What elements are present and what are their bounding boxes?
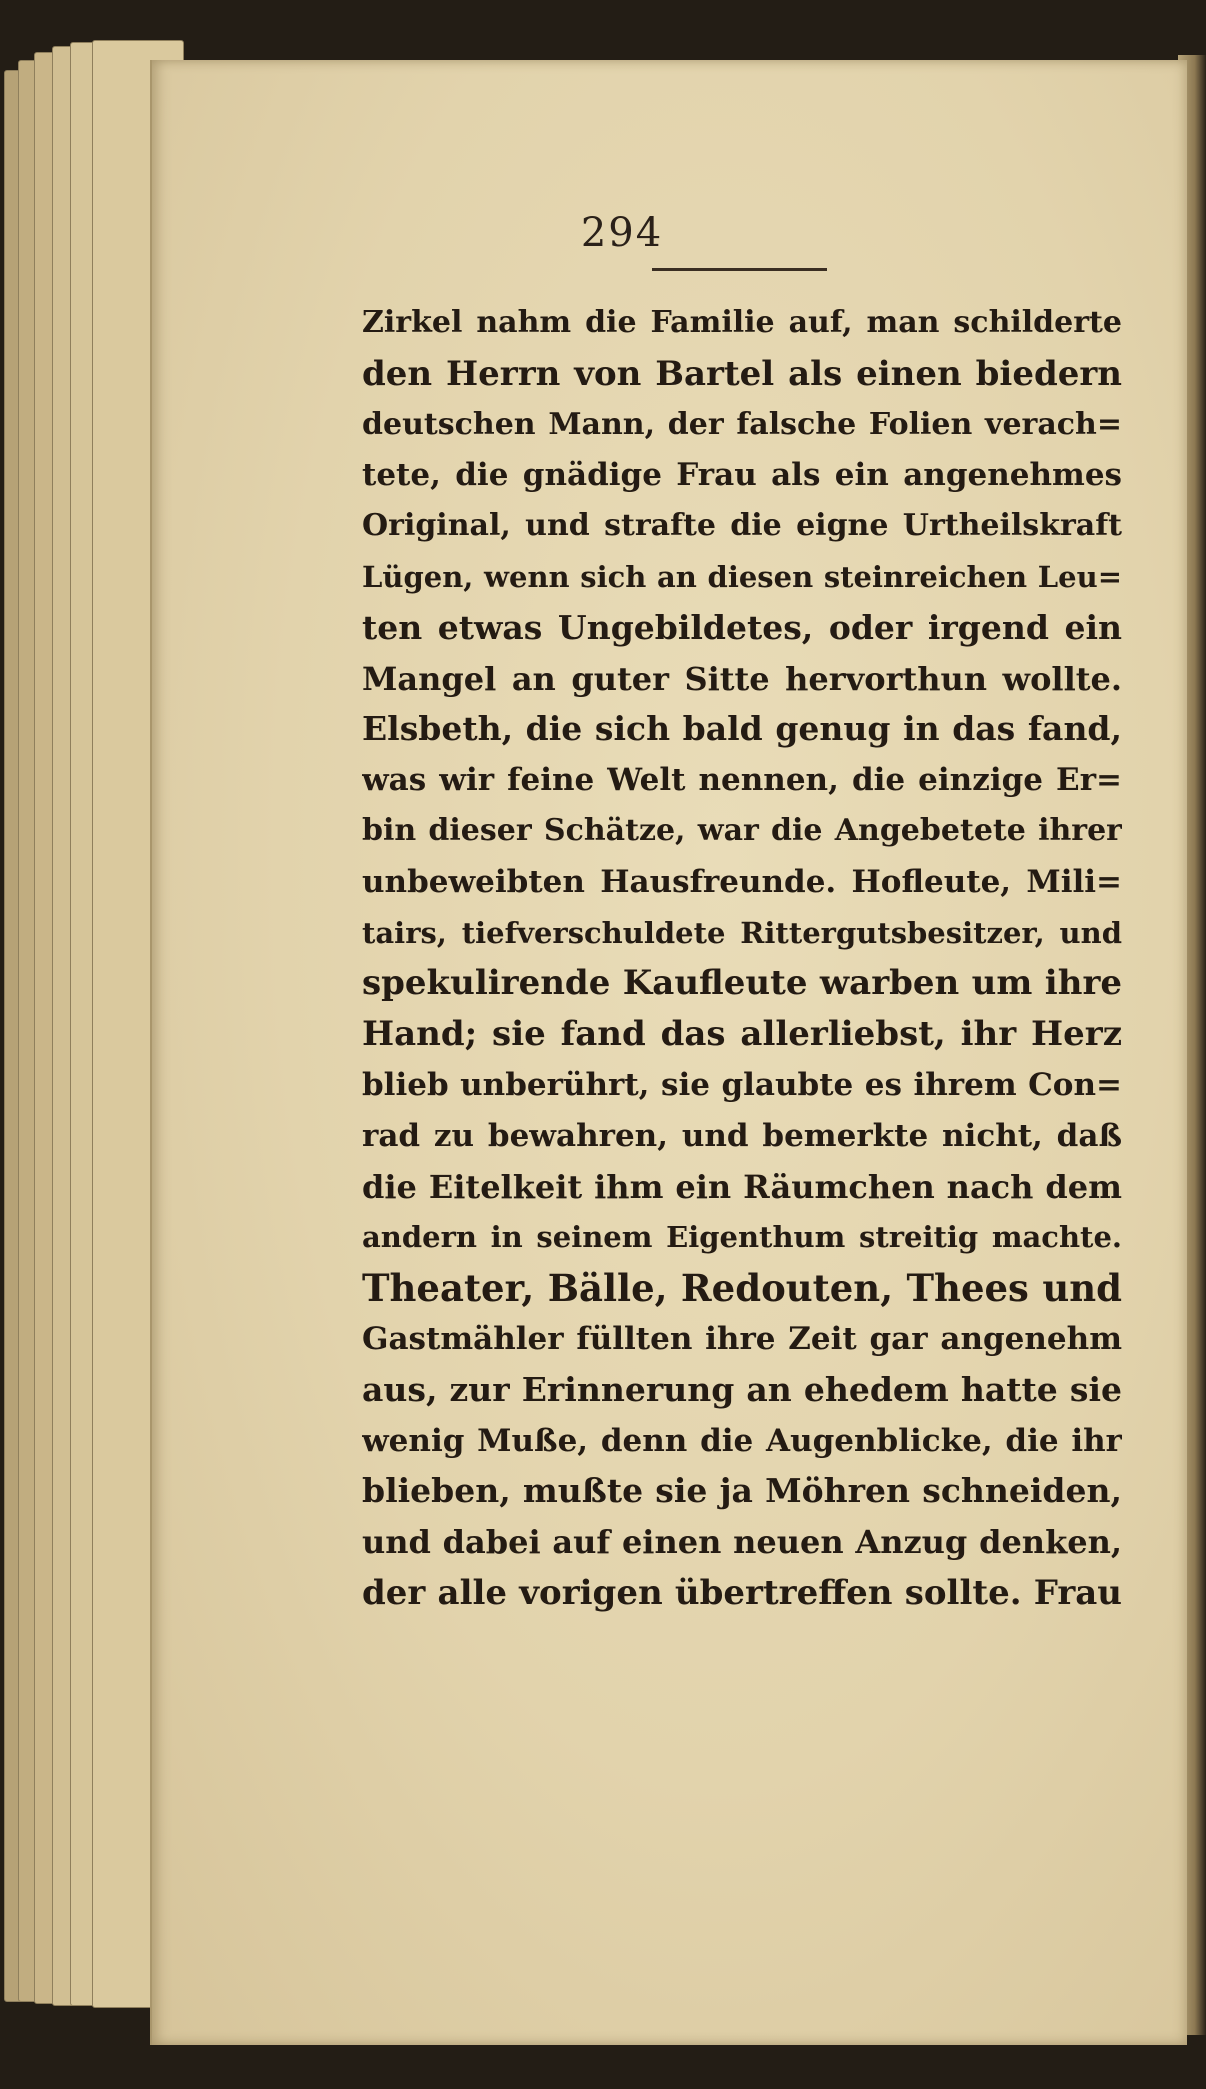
text-line: Zirkel nahm die Familie auf, man schilderte: [362, 305, 1122, 340]
text-line: den Herrn von Bartel als einen biedern: [362, 353, 1122, 394]
text-line: aus, zur Erinnerung an ehedem hatte sie: [362, 1369, 1122, 1409]
page-number: 294: [580, 210, 664, 256]
text-line: andern in seinem Eigenthum streitig machte.: [362, 1220, 1122, 1255]
text-line: Lügen, wenn sich an diesen steinreichen Leu=: [362, 559, 1122, 594]
text-line: tairs, tiefverschuldete Rittergutsbesitzer, und: [362, 915, 1122, 950]
text-line: blieb unberührt, sie glaubte es ihrem Con=: [362, 1066, 1122, 1103]
text-line: bin dieser Schätze, war die Angebetete ihrer: [362, 812, 1122, 848]
text-line: der alle vorigen übertreffen sollte. Frau: [362, 1572, 1122, 1613]
body-text: [362, 298, 1122, 1619]
text-line: Hand; sie fand das allerliebst, ihr Herz: [362, 1014, 1122, 1055]
text-line: und dabei auf einen neuen Anzug denken,: [362, 1523, 1122, 1562]
text-line: wenig Muße, denn die Augenblicke, die ihr: [362, 1422, 1122, 1459]
text-line: blieben, mußte sie ja Möhren schneiden,: [362, 1471, 1122, 1511]
text-line: Mangel an guter Sitte hervorthun wollte.: [362, 659, 1122, 698]
book-page: [150, 60, 1187, 2045]
text-line: Theater, Bälle, Redouten, Thees und: [362, 1266, 1122, 1311]
page-number-rule: [652, 268, 827, 271]
text-line: was wir feine Welt nennen, die einzige Er=: [362, 762, 1122, 799]
text-line: spekulirende Kaufleute warben um ihre: [362, 963, 1122, 1004]
text-line: ten etwas Ungebildetes, oder irgend ein: [362, 607, 1122, 647]
text-line: tete, die gnädige Frau als ein angenehmes: [362, 457, 1122, 494]
text-line: unbeweibten Hausfreunde. Hofleute, Mili=: [362, 863, 1122, 900]
text-line: Elsbeth, die sich bald genug in das fand,: [362, 709, 1122, 749]
text-line: deutschen Mann, der falsche Folien verach=: [362, 406, 1122, 442]
text-line: Original, und strafte die eigne Urtheilskraft: [362, 508, 1122, 544]
text-line: rad zu bewahren, und bemerkte nicht, daß: [362, 1117, 1122, 1154]
text-line: die Eitelkeit ihm ein Räumchen nach dem: [362, 1167, 1122, 1206]
text-line: Gastmähler füllten ihre Zeit gar angenehm: [362, 1320, 1122, 1357]
